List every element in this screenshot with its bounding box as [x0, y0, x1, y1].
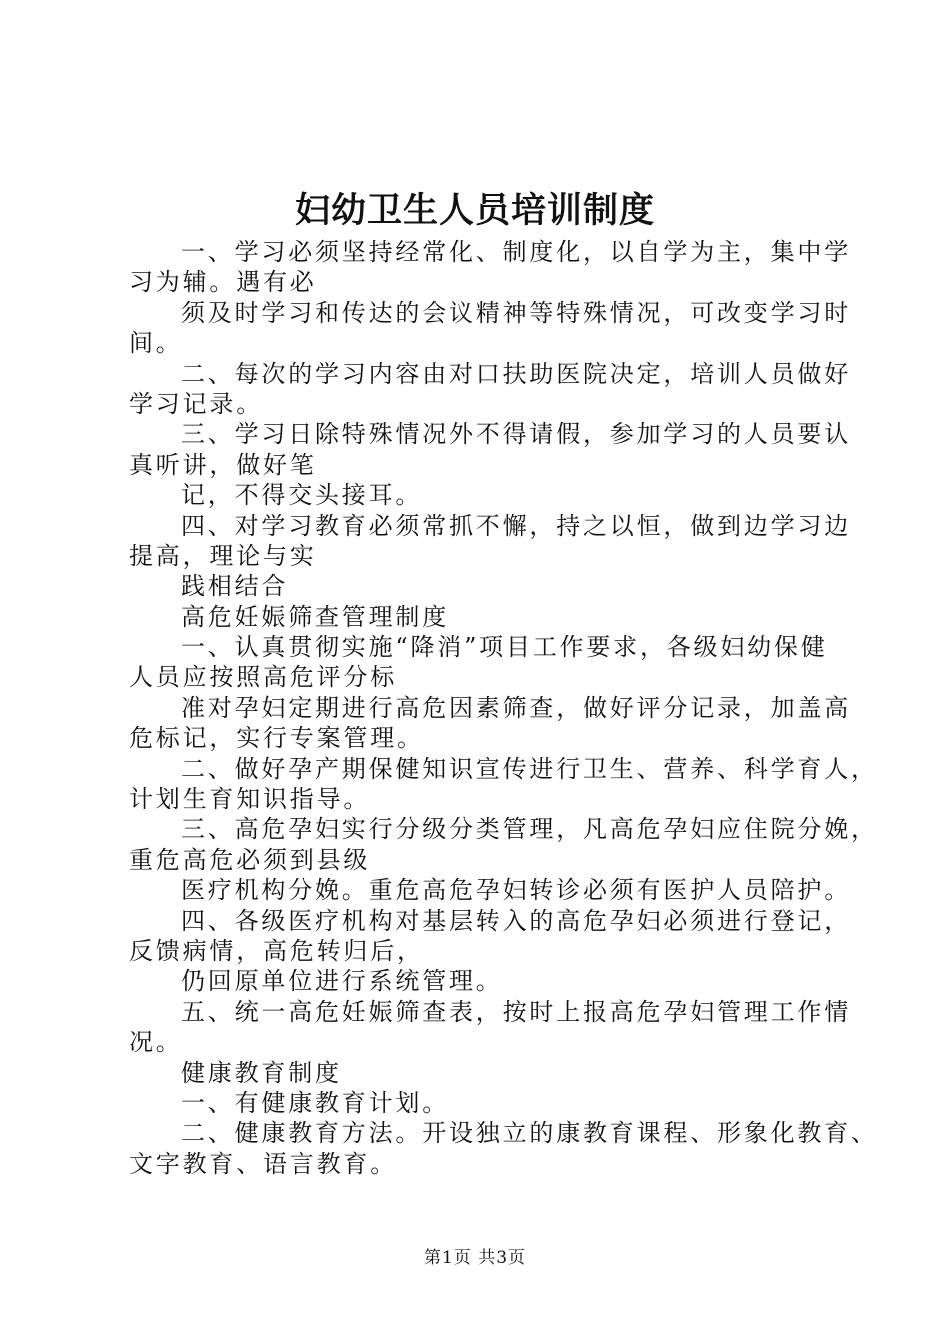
body-line: 提高，理论与实 [129, 541, 317, 570]
body-line: 医疗机构分娩。重危高危孕妇转诊必须有医护人员陪护。 [181, 876, 851, 905]
body-line: 一、有健康教育计划。 [181, 1088, 449, 1117]
body-line: 五、统一高危妊娠筛查表，按时上报高危孕妇管理工作情 [181, 997, 851, 1026]
body-line: 重危高危必须到县级 [129, 845, 371, 874]
body-line: 记，不得交头接耳。 [181, 481, 423, 510]
body-line: 文字教育、语言教育。 [129, 1149, 397, 1178]
body-line: 践相结合 [181, 572, 289, 601]
body-line: 二、每次的学习内容由对口扶助医院决定，培训人员做好 [181, 359, 851, 388]
body-line: 一、认真贯彻实施“降消”项目工作要求，各级妇幼保健 [181, 633, 828, 662]
body-line: 仍回原单位进行系统管理。 [181, 967, 503, 996]
body-line: 三、学习日除特殊情况外不得请假，参加学习的人员要认 [181, 420, 851, 449]
body-line: 健康教育制度 [181, 1058, 342, 1087]
body-line: 准对孕妇定期进行高危因素筛查，做好评分记录，加盖高 [181, 693, 851, 722]
body-line: 四、各级医疗机构对基层转入的高危孕妇必须进行登记， [181, 906, 851, 935]
body-line: 二、做好孕产期保健知识宣传进行卫生、营养、科学育人， [181, 754, 878, 783]
document-title: 妇幼卫生人员培训制度 [294, 190, 655, 231]
body-line: 反馈病情，高危转归后， [129, 936, 424, 965]
body-line: 学习记录。 [129, 389, 263, 418]
page-footer: 第1页 共3页 [423, 1248, 527, 1268]
body-line: 高危妊娠筛查管理制度 [181, 602, 449, 631]
body-line: 人员应按照高危评分标 [129, 663, 397, 692]
body-line: 间。 [129, 329, 183, 358]
body-line: 真听讲，做好笔 [129, 450, 317, 479]
body-line: 危标记，实行专案管理。 [129, 724, 424, 753]
body-line: 二、健康教育方法。开设独立的康教育课程、形象化教育、 [181, 1119, 878, 1148]
body-line: 须及时学习和传达的会议精神等特殊情况，可改变学习时 [181, 298, 851, 327]
body-line: 况。 [129, 1028, 183, 1057]
body-line: 四、对学习教育必须常抓不懈，持之以恒，做到边学习边 [181, 511, 851, 540]
body-line: 习为辅。遇有必 [129, 268, 317, 297]
body-line: 一、学习必须坚持经常化、制度化，以自学为主，集中学 [181, 238, 851, 266]
document-body [129, 237, 878, 1179]
body-line: 三、高危孕妇实行分级分类管理，凡高危孕妇应住院分娩， [181, 815, 878, 844]
body-line: 计划生育知识指导。 [129, 785, 371, 814]
